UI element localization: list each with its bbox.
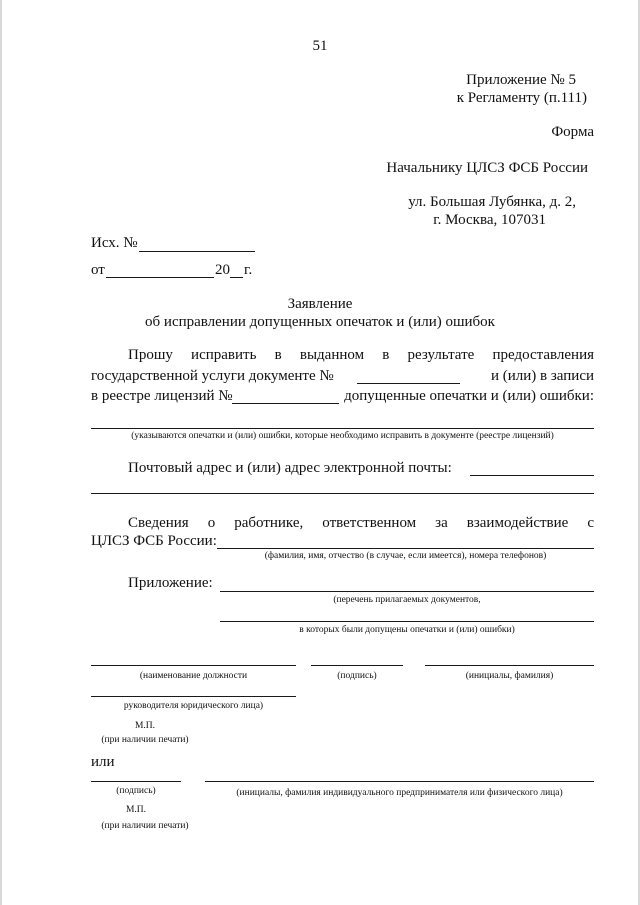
contact-field-inline[interactable]: [470, 475, 594, 476]
employee-field[interactable]: [217, 548, 594, 549]
name-hint: (инициалы, фамилия): [465, 671, 554, 681]
seal-label-2: М.П.: [125, 805, 147, 815]
position-field-2[interactable]: [91, 696, 296, 697]
date-day-month-field[interactable]: [106, 277, 214, 278]
date-from-label: от: [91, 262, 105, 278]
date-year-prefix: 20: [215, 262, 230, 278]
attachment-hint-1: (перечень прилагаемых документов,: [333, 595, 481, 605]
page-left-edge: [0, 0, 2, 905]
seal-hint: (при наличии печати): [101, 735, 189, 745]
date-year-suffix: г.: [244, 262, 253, 278]
date-year-field[interactable]: [230, 277, 243, 278]
outgoing-number-label: Исх. №: [91, 235, 138, 251]
request-line-1: Прошу исправить в выданном в результате предоставления: [128, 347, 594, 363]
address-city: г. Москва, 107031: [433, 212, 546, 228]
or-label: или: [91, 754, 115, 770]
document-title: Заявление: [287, 296, 353, 312]
contact-field[interactable]: [91, 493, 594, 494]
attachment-hint-2: в которых были допущены опечатки и (или) ошибки): [299, 625, 515, 635]
employee-hint: (фамилия, имя, отчество (в случае, если имеется), номера телефонов): [264, 551, 547, 561]
request-record-label: и (или) в записи: [490, 368, 594, 384]
entrepreneur-hint: (инициалы, фамилия индивидуального предпринимателя или физического лица): [236, 788, 563, 798]
signature-hint: (подпись): [337, 671, 377, 681]
document-subtitle: об исправлении допущенных опечаток и (или) ошибок: [145, 314, 495, 330]
attachment-field-2[interactable]: [220, 621, 594, 622]
errors-description-hint: (указываются опечатки и (или) ошибки, которые необходимо исправить в документе (реестре лицензий): [131, 431, 554, 441]
address-street: ул. Большая Лубянка, д. 2,: [408, 194, 576, 210]
seal-label: М.П.: [134, 721, 156, 731]
contact-label: Почтовый адрес и (или) адрес электронной почты:: [128, 460, 452, 476]
page-number: 51: [312, 38, 328, 54]
signature-field-2[interactable]: [91, 781, 181, 782]
employee-line-2: ЦЛСЗ ФСБ России:: [91, 533, 217, 549]
attachment-label: Приложение:: [128, 575, 213, 591]
attachment-field-1[interactable]: [220, 591, 594, 592]
position-field[interactable]: [91, 665, 296, 666]
request-errors-label: допущенные опечатки и (или) ошибки:: [344, 388, 594, 404]
regulation-label: к Регламенту (п.111): [456, 90, 587, 106]
name-field[interactable]: [425, 665, 594, 666]
request-service-label: государственной услуги документе №: [91, 368, 334, 384]
errors-description-field[interactable]: [91, 428, 594, 429]
signature-hint-2: (подпись): [116, 786, 156, 796]
entrepreneur-name-field[interactable]: [205, 781, 594, 782]
position-hint: (наименование должности: [139, 671, 248, 681]
service-document-number-field[interactable]: [357, 383, 460, 384]
outgoing-number-field[interactable]: [139, 251, 255, 252]
addressee: Начальнику ЦЛСЗ ФСБ России: [386, 160, 588, 176]
position-hint-2: руководителя юридического лица): [123, 701, 264, 711]
form-label: Форма: [551, 124, 594, 140]
registry-number-field[interactable]: [232, 403, 339, 404]
employee-line-1: Сведения о работнике, ответственном за взаимодействие с: [128, 515, 594, 531]
signature-field[interactable]: [311, 665, 403, 666]
request-registry-label: в реестре лицензий №: [91, 388, 233, 404]
seal-hint-2: (при наличии печати): [101, 821, 189, 831]
appendix-label: Приложение № 5: [466, 72, 576, 88]
